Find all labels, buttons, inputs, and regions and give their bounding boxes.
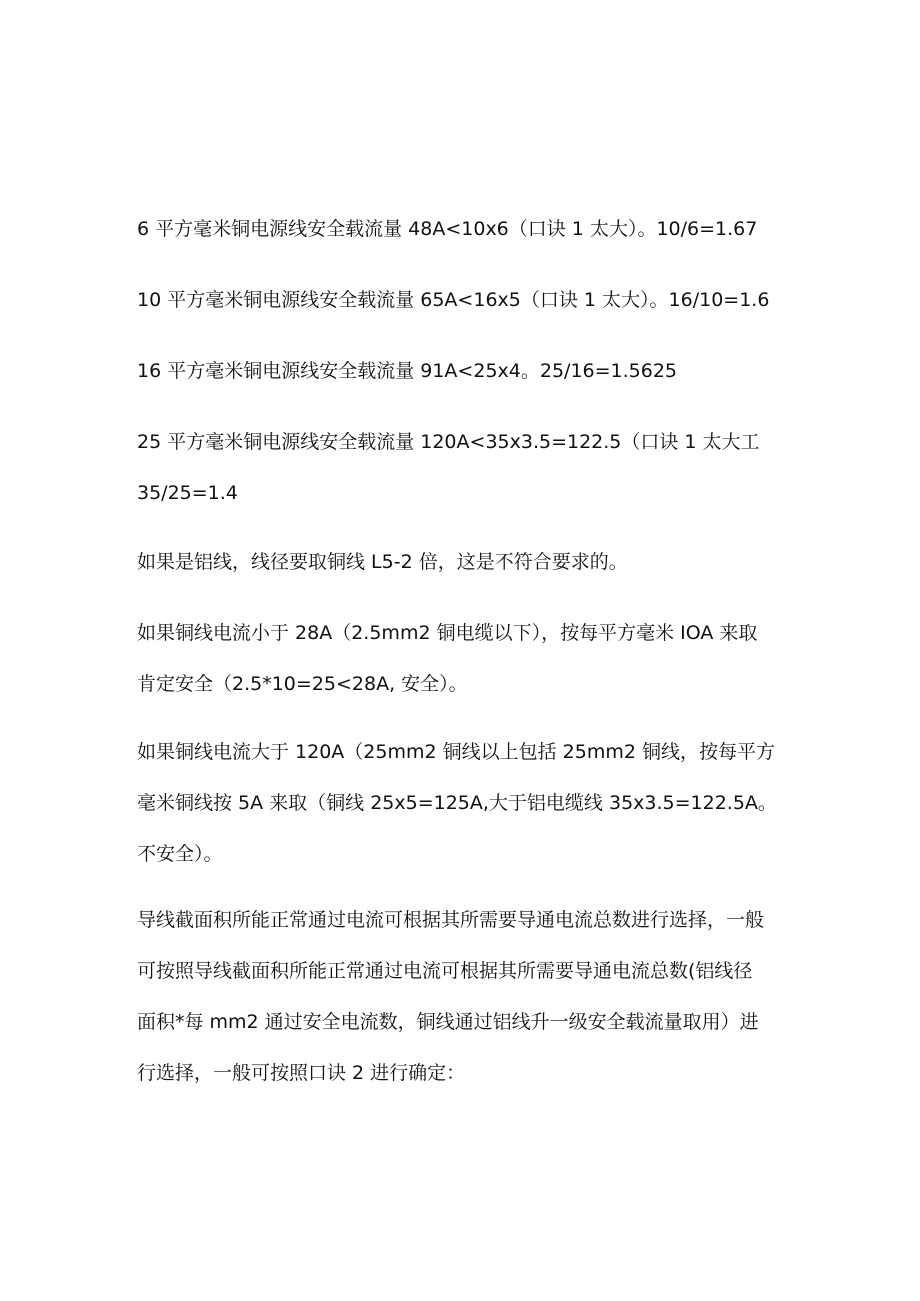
text-line: 16 平方毫米铜电源线安全载流量 91A<25x4。25/16=1.5625 <box>137 360 678 382</box>
text-line: 行选择，一般可按照口诀 2 进行确定： <box>137 1062 466 1084</box>
text-line: 如果铜线电流小于 28A（2.5mm2 铜电缆以下），按每平方毫米 IOA 来取 <box>137 622 758 644</box>
text-line: 面积*每 mm2 通过安全电流数，铜线通过铝线升一级安全载流量取用）进 <box>137 1011 759 1033</box>
paragraph-under-28a <box>137 608 797 710</box>
text-line: 25 平方毫米铜电源线安全载流量 120A<35x3.5=122.5（口诀 1 太大工 <box>137 431 760 453</box>
text-line: 6 平方毫米铜电源线安全载流量 48A<10x6（口诀 1 太大）。10/6=1.67 <box>137 218 758 240</box>
paragraph-over-120a <box>137 727 797 880</box>
text-line: 如果是铝线，线径要取铜线 L5-2 倍，这是不符合要求的。 <box>137 551 628 573</box>
paragraph-aluminum-note <box>137 537 797 588</box>
text-line: 毫米铜线按 5A 来取（铜线 25x5=125A,大于铝电缆线 35x3.5=122.5A。 <box>137 792 777 814</box>
text-line: 10 平方毫米铜电源线安全载流量 65A<16x5（口诀 1 太大）。16/10=1.6 <box>137 289 770 311</box>
paragraph-25mm-copper <box>137 417 797 519</box>
paragraph-cross-section-selection <box>137 895 797 1099</box>
paragraph-6mm-copper <box>137 204 797 255</box>
text-line: 如果铜线电流大于 120A（25mm2 铜线以上包括 25mm2 铜线，按每平方 <box>137 741 775 763</box>
text-line: 可按照导线截面积所能正常通过电流可根据其所需要导通电流总数(铝线径 <box>137 960 753 982</box>
text-line: 肯定安全（2.5*10=25<28A, 安全）。 <box>137 673 468 695</box>
text-line: 不安全）。 <box>137 843 223 865</box>
text-line: 35/25=1.4 <box>137 482 238 504</box>
text-line: 导线截面积所能正常通过电流可根据其所需要导通电流总数进行选择，一般 <box>137 909 765 931</box>
paragraph-10mm-copper <box>137 275 797 326</box>
paragraph-16mm-copper <box>137 346 797 397</box>
